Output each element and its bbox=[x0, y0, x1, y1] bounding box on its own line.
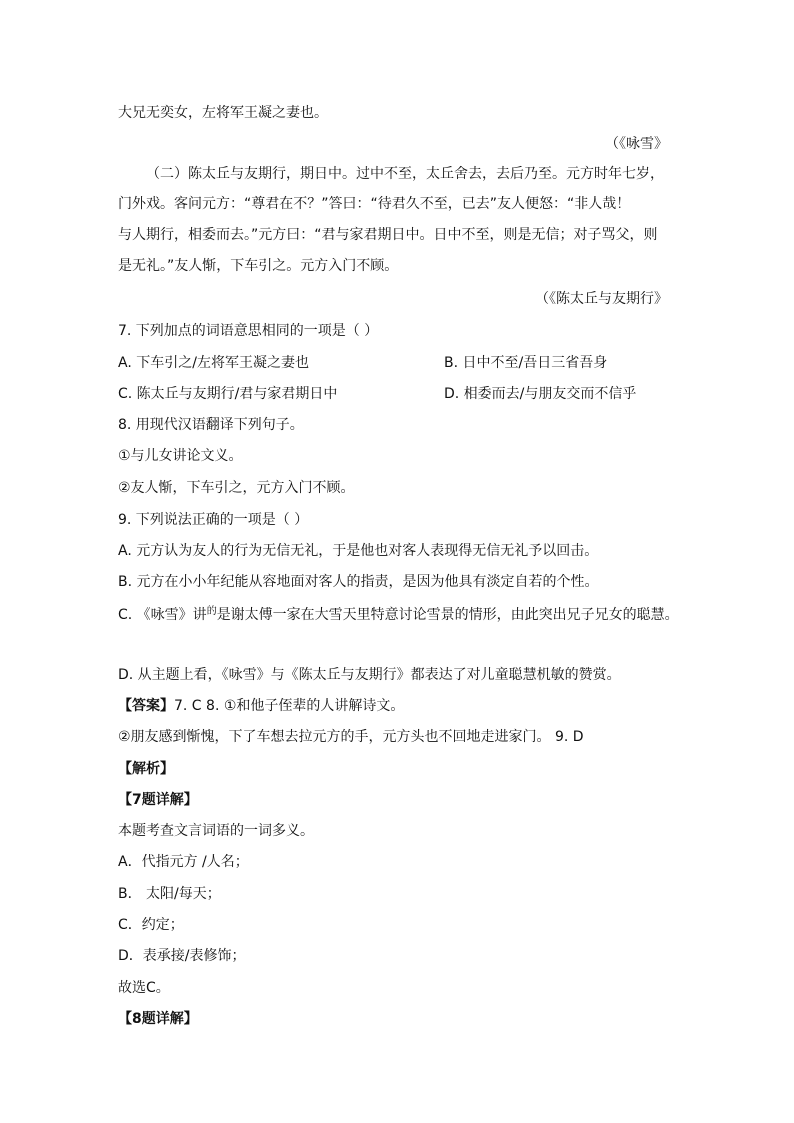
question-7-option-c: C. 陈太丘与友期行/君与家君期日中 bbox=[118, 386, 338, 402]
question-7-option-d: D. 相委而去/与朋友交而不信乎 bbox=[444, 386, 637, 402]
q8-detail-label: 【8题详解】 bbox=[118, 1011, 198, 1027]
passage-line: 是无礼。”友人惭，下车引之。元方入门不顾。 bbox=[118, 258, 399, 274]
analysis-item: D．表承接/表修饰； bbox=[118, 948, 246, 964]
option-c-text: 是谢太傅一家在大雪天里特意讨论雪景的情形，由此突出兄子兄女的聪慧。 bbox=[216, 607, 679, 623]
answer-label: 【答案】 bbox=[118, 698, 174, 714]
question-9-option-c bbox=[118, 606, 679, 626]
analysis-item: C．约定； bbox=[118, 917, 184, 933]
question-7-stem: 7. 下列加点的词语意思相同的一项是（ ） bbox=[118, 323, 379, 339]
analysis-conclusion: 故选C。 bbox=[118, 980, 170, 996]
passage-source: （《咏雪》 bbox=[605, 136, 668, 152]
question-8-item: ①与儿女讲论文义。 bbox=[118, 448, 243, 464]
question-7-option-b: B. 日中不至/吾日三省吾身 bbox=[444, 355, 608, 371]
passage-source: （《陈太丘与友期行》 bbox=[535, 291, 668, 307]
question-9-stem: 9. 下列说法正确的一项是（ ） bbox=[118, 512, 309, 528]
passage-line: （二）陈太丘与友期行，期日中。过中不至，太丘舍去，去后乃至。元方时年七岁， bbox=[146, 166, 664, 182]
question-8-item: ②友人惭，下车引之，元方入门不顾。 bbox=[118, 480, 355, 496]
option-c-superscript: 的 bbox=[206, 606, 217, 617]
passage-line: 与人期行，相委而去。”元方曰：“君与家君期日中。日中不至，则是无信；对子骂父，则 bbox=[118, 227, 658, 243]
passage-line: 大兄无奕女，左将军王凝之妻也。 bbox=[118, 105, 328, 121]
question-7-option-a: A. 下车引之/左将军王凝之妻也 bbox=[118, 355, 309, 371]
answer-line: ②朋友感到惭愧，下了车想去拉元方的手，元方头也不回地走进家门。 9. D bbox=[118, 729, 584, 745]
question-8-stem: 8. 用现代汉语翻译下列句子。 bbox=[118, 417, 304, 433]
analysis-label: 【解析】 bbox=[118, 761, 174, 777]
analysis-item: A．代指元方 /人名； bbox=[118, 854, 249, 870]
q7-detail-label: 【7题详解】 bbox=[118, 792, 198, 808]
passage-line: 门外戏。客问元方：“尊君在不？”答曰：“待君久不至，已去”友人便怒：“非人哉！ bbox=[118, 196, 631, 212]
analysis-text: 本题考查文言词语的一词多义。 bbox=[118, 823, 314, 839]
analysis-item: B． 太阳/每天； bbox=[118, 886, 221, 902]
answer-line bbox=[118, 697, 404, 715]
answer-text: 7. C 8. ①和他子侄辈的人讲解诗文。 bbox=[174, 698, 405, 714]
question-9-option-b: B. 元方在小小年纪能从容地面对客人的指责，是因为他具有淡定自若的个性。 bbox=[118, 574, 599, 590]
option-c-prefix: C. 《咏雪》讲 bbox=[118, 607, 207, 623]
question-9-option-a: A. 元方认为友人的行为无信无礼，于是他也对客人表现得无信无礼予以回击。 bbox=[118, 543, 599, 559]
question-9-option-d: D. 从主题上看，《咏雪》与《陈太丘与友期行》都表达了对儿童聪慧机敏的赞赏。 bbox=[118, 667, 621, 683]
